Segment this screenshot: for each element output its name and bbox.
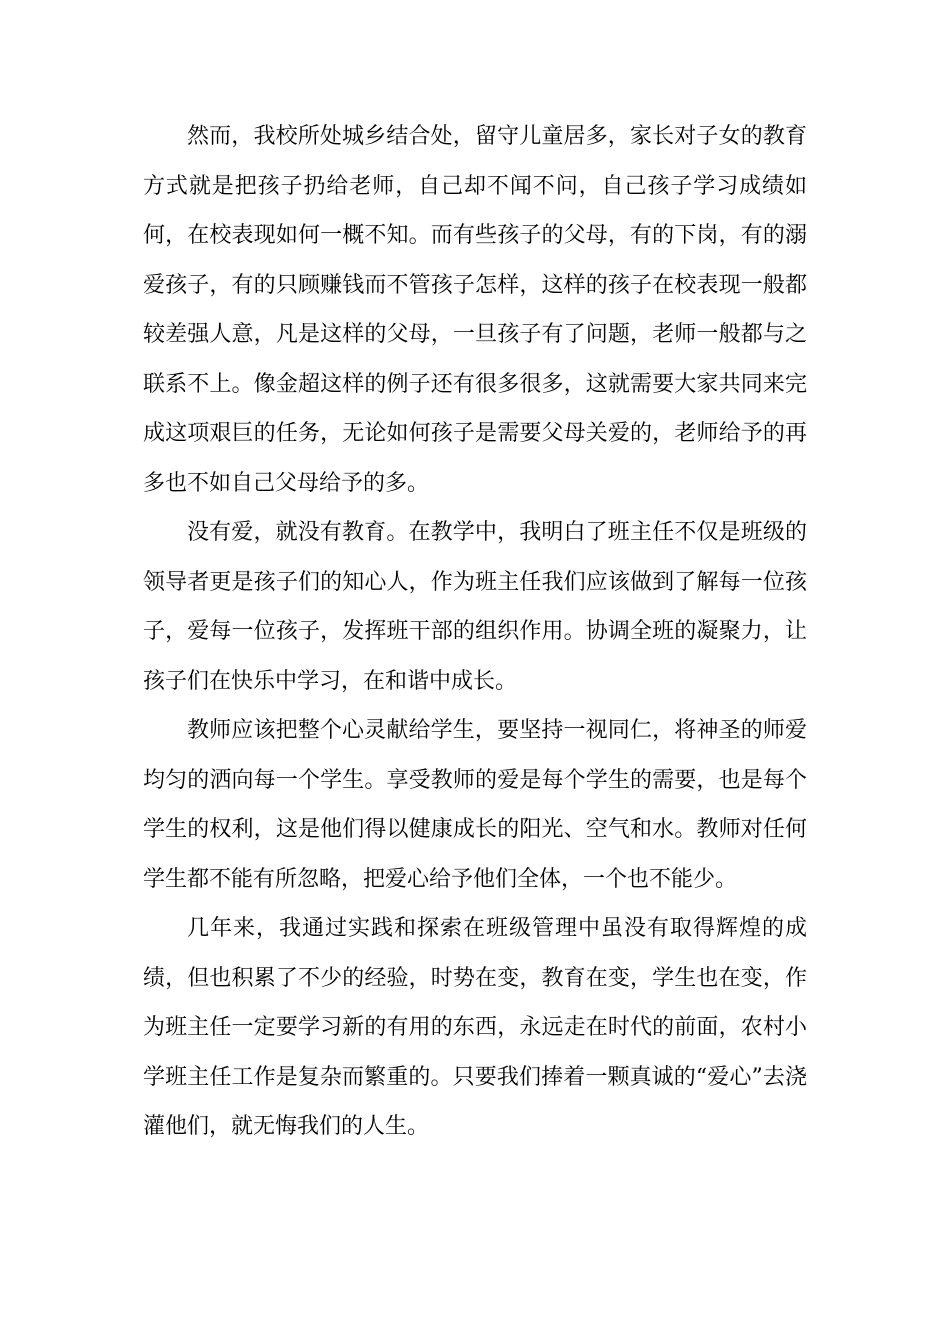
paragraph-3: 教师应该把整个心灵献给学生，要坚持一视同仁，将神圣的师爱均匀的洒向每一个学生。享受教师的爱是每个学生的需要，也是每个学生的权利，这是他们得以健康成长的阳光、空气和水。教师对任何学生都不能有所忽略，把爱心给予他们全体，一个也不能少。 <box>143 718 807 892</box>
paragraph-4: 几年来，我通过实践和探索在班级管理中虽没有取得辉煌的成绩，但也积累了不少的经验，时势在变，教育在变，学生也在变，作为班主任一定要学习新的有用的东西，永远走在时代的前面，农村小学班主任工作是复杂而繁重的。只要我们捧着一颗真诚的“爱心”去浇灌他们，就无悔我们的人生。 <box>143 916 807 1139</box>
paragraph-1: 然而，我校所处城乡结合处，留守儿童居多，家长对子女的教育方式就是把孩子扔给老师，自己却不闻不问，自己孩子学习成绩如何，在校表现如何一概不知。而有些孩子的父母，有的下岗，有的溺爱孩子，有的只顾赚钱而不管孩子怎样，这样的孩子在校表现一般都较差强人意，凡是这样的父母，一旦孩子有了问题，老师一般都与之联系不上。像金超这样的例子还有很多很多，这就需要大家共同来完成这项艰巨的任务，无论如何孩子是需要父母关爱的，老师给予的再多也不如自己父母给予的多。 <box>143 124 807 496</box>
paragraph-2: 没有爱，就没有教育。在教学中，我明白了班主任不仅是班级的领导者更是孩子们的知心人，作为班主任我们应该做到了解每一位孩子，爱每一位孩子，发挥班干部的组织作用。协调全班的凝聚力，让孩子们在快乐中学习，在和谐中成长。 <box>143 520 807 694</box>
document-body <box>143 112 807 1152</box>
